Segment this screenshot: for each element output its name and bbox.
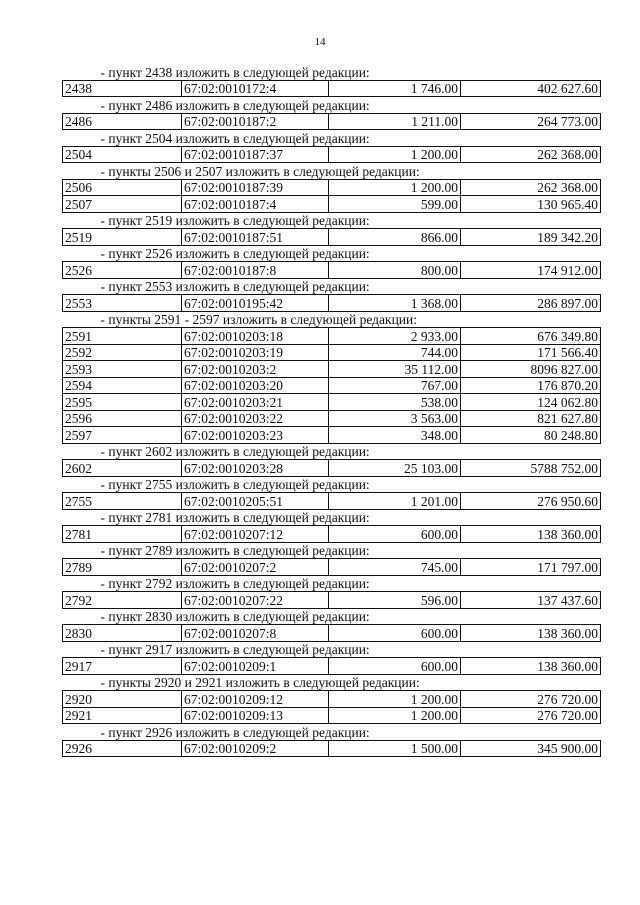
value-cell: 80 248.80 — [461, 427, 601, 444]
item-number-cell: 2506 — [63, 179, 182, 196]
table-row — [63, 344, 601, 361]
table-row — [63, 229, 601, 246]
item-number-cell: 2553 — [63, 295, 182, 312]
cadastral-number-cell: 67:02:0010187:8 — [182, 262, 329, 279]
amendment-instruction: - пункт 2830 изложить в следующей редакции: — [100, 609, 370, 624]
amendment-instruction: - пункт 2504 изложить в следующей редакции: — [100, 130, 370, 146]
value-cell: 676 349.80 — [461, 328, 601, 345]
amendment-instruction-row — [63, 476, 601, 493]
table-row — [63, 361, 601, 378]
value-cell: 138 360.00 — [461, 658, 601, 675]
table-row — [63, 592, 601, 609]
cadastral-number-cell: 67:02:0010209:12 — [182, 691, 329, 708]
value-cell: 137 437.60 — [461, 592, 601, 609]
area-cell: 866.00 — [329, 229, 461, 246]
value-cell: 262 368.00 — [461, 146, 601, 163]
amendment-instruction: - пункт 2519 изложить в следующей редакции: — [100, 213, 370, 228]
area-cell: 600.00 — [329, 625, 461, 642]
amendment-instruction: - пункт 2781 изложить в следующей редакции: — [100, 510, 370, 525]
amendments-sheet — [62, 64, 600, 757]
item-number-cell: 2438 — [63, 80, 182, 97]
value-cell: 402 627.60 — [461, 80, 601, 97]
table-row — [63, 410, 601, 427]
table-row — [63, 427, 601, 444]
cadastral-number-cell: 67:02:0010203:22 — [182, 410, 329, 427]
item-number-cell: 2594 — [63, 377, 182, 394]
value-cell: 5788 752.00 — [461, 460, 601, 477]
amendment-instruction: - пункт 2438 изложить в следующей редакции: — [100, 64, 370, 80]
cadastral-number-cell: 67:02:0010203:19 — [182, 344, 329, 361]
area-cell: 745.00 — [329, 559, 461, 576]
cadastral-number-cell: 67:02:0010203:20 — [182, 377, 329, 394]
table-row — [63, 295, 601, 312]
area-cell: 1 201.00 — [329, 493, 461, 510]
cadastral-number-cell: 67:02:0010205:51 — [182, 493, 329, 510]
table-row — [63, 740, 601, 757]
value-cell: 264 773.00 — [461, 113, 601, 130]
table-row — [63, 526, 601, 543]
item-number-cell: 2921 — [63, 707, 182, 724]
page-number: 14 — [314, 36, 326, 48]
amendment-instruction: - пункт 2553 изложить в следующей редакции: — [100, 279, 370, 294]
item-number-cell: 2597 — [63, 427, 182, 444]
amendment-instruction-row — [63, 64, 601, 80]
area-cell: 348.00 — [329, 427, 461, 444]
area-cell: 25 103.00 — [329, 460, 461, 477]
cadastral-number-cell: 67:02:0010203:21 — [182, 394, 329, 411]
cadastral-number-cell: 67:02:0010207:12 — [182, 526, 329, 543]
table-row — [63, 691, 601, 708]
value-cell: 8096 827.00 — [461, 361, 601, 378]
area-cell: 767.00 — [329, 377, 461, 394]
amendment-instruction: - пункт 2789 изложить в следующей редакции: — [100, 543, 370, 558]
table-row — [63, 658, 601, 675]
amendments-table-body — [63, 64, 601, 757]
area-cell: 1 200.00 — [329, 707, 461, 724]
value-cell: 176 870.20 — [461, 377, 601, 394]
value-cell: 189 342.20 — [461, 229, 601, 246]
cadastral-number-cell: 67:02:0010187:2 — [182, 113, 329, 130]
item-number-cell: 2504 — [63, 146, 182, 163]
item-number-cell: 2596 — [63, 410, 182, 427]
area-cell: 35 112.00 — [329, 361, 461, 378]
table-row — [63, 377, 601, 394]
amendment-instruction-row — [63, 97, 601, 114]
amendment-instruction: - пункты 2506 и 2507 изложить в следующей редакции: — [100, 163, 420, 179]
cadastral-number-cell: 67:02:0010207:8 — [182, 625, 329, 642]
area-cell: 1 746.00 — [329, 80, 461, 97]
table-row — [63, 113, 601, 130]
amendment-instruction-row — [63, 608, 601, 625]
area-cell: 538.00 — [329, 394, 461, 411]
item-number-cell: 2526 — [63, 262, 182, 279]
table-row — [63, 328, 601, 345]
value-cell: 276 720.00 — [461, 707, 601, 724]
area-cell: 1 200.00 — [329, 179, 461, 196]
table-row — [63, 559, 601, 576]
cadastral-number-cell: 67:02:0010195:42 — [182, 295, 329, 312]
item-number-cell: 2519 — [63, 229, 182, 246]
amendment-instruction: - пункт 2602 изложить в следующей редакции: — [100, 444, 370, 459]
area-cell: 600.00 — [329, 658, 461, 675]
amendment-instruction: - пункт 2917 изложить в следующей редакции: — [100, 642, 370, 657]
table-row — [63, 262, 601, 279]
area-cell: 596.00 — [329, 592, 461, 609]
value-cell: 171 797.00 — [461, 559, 601, 576]
cadastral-number-cell: 67:02:0010207:2 — [182, 559, 329, 576]
area-cell: 1 200.00 — [329, 146, 461, 163]
cadastral-number-cell: 67:02:0010209:2 — [182, 740, 329, 757]
amendment-instruction: - пункты 2591 - 2597 изложить в следующей редакции: — [100, 312, 417, 327]
area-cell: 1 368.00 — [329, 295, 461, 312]
amendment-instruction-row — [63, 443, 601, 460]
area-cell: 1 211.00 — [329, 113, 461, 130]
table-row — [63, 707, 601, 724]
amendment-instruction: - пункты 2920 и 2921 изложить в следующей редакции: — [100, 675, 420, 690]
cadastral-number-cell: 67:02:0010187:39 — [182, 179, 329, 196]
cadastral-number-cell: 67:02:0010187:4 — [182, 196, 329, 213]
item-number-cell: 2789 — [63, 559, 182, 576]
item-number-cell: 2595 — [63, 394, 182, 411]
table-row — [63, 493, 601, 510]
item-number-cell: 2602 — [63, 460, 182, 477]
item-number-cell: 2792 — [63, 592, 182, 609]
amendment-instruction-row — [63, 163, 601, 180]
item-number-cell: 2591 — [63, 328, 182, 345]
value-cell: 262 368.00 — [461, 179, 601, 196]
area-cell: 744.00 — [329, 344, 461, 361]
amendment-instruction: - пункт 2526 изложить в следующей редакции: — [100, 246, 370, 261]
value-cell: 821 627.80 — [461, 410, 601, 427]
item-number-cell: 2486 — [63, 113, 182, 130]
cadastral-number-cell: 67:02:0010209:13 — [182, 707, 329, 724]
area-cell: 1 500.00 — [329, 740, 461, 757]
table-row — [63, 196, 601, 213]
cadastral-number-cell: 67:02:0010187:37 — [182, 146, 329, 163]
value-cell: 130 965.40 — [461, 196, 601, 213]
amendment-instruction-row — [63, 212, 601, 229]
item-number-cell: 2781 — [63, 526, 182, 543]
cadastral-number-cell: 67:02:0010203:18 — [182, 328, 329, 345]
amendment-instruction-row — [63, 509, 601, 526]
area-cell: 2 933.00 — [329, 328, 461, 345]
item-number-cell: 2755 — [63, 493, 182, 510]
value-cell: 286 897.00 — [461, 295, 601, 312]
area-cell: 599.00 — [329, 196, 461, 213]
table-row — [63, 179, 601, 196]
item-number-cell: 2592 — [63, 344, 182, 361]
amendment-instruction: - пункт 2486 изложить в следующей редакции: — [100, 97, 370, 113]
cadastral-number-cell: 67:02:0010203:23 — [182, 427, 329, 444]
amendments-table — [62, 64, 601, 757]
table-row — [63, 394, 601, 411]
area-cell: 600.00 — [329, 526, 461, 543]
value-cell: 174 912.00 — [461, 262, 601, 279]
cadastral-number-cell: 67:02:0010203:28 — [182, 460, 329, 477]
value-cell: 138 360.00 — [461, 526, 601, 543]
item-number-cell: 2917 — [63, 658, 182, 675]
value-cell: 276 720.00 — [461, 691, 601, 708]
value-cell: 138 360.00 — [461, 625, 601, 642]
amendment-instruction-row — [63, 130, 601, 147]
amendment-instruction-row — [63, 278, 601, 295]
amendment-instruction: - пункт 2792 изложить в следующей редакции: — [100, 576, 370, 591]
value-cell: 171 566.40 — [461, 344, 601, 361]
cadastral-number-cell: 67:02:0010172:4 — [182, 80, 329, 97]
table-row — [63, 80, 601, 97]
cadastral-number-cell: 67:02:0010209:1 — [182, 658, 329, 675]
item-number-cell: 2926 — [63, 740, 182, 757]
amendment-instruction-row — [63, 575, 601, 592]
item-number-cell: 2507 — [63, 196, 182, 213]
amendment-instruction: - пункт 2926 изложить в следующей редакции: — [100, 724, 370, 740]
area-cell: 800.00 — [329, 262, 461, 279]
cadastral-number-cell: 67:02:0010207:22 — [182, 592, 329, 609]
area-cell: 3 563.00 — [329, 410, 461, 427]
table-row — [63, 625, 601, 642]
amendment-instruction: - пункт 2755 изложить в следующей редакции: — [100, 477, 370, 492]
cadastral-number-cell: 67:02:0010203:2 — [182, 361, 329, 378]
amendment-instruction-row — [63, 542, 601, 559]
amendment-instruction-row — [63, 641, 601, 658]
item-number-cell: 2920 — [63, 691, 182, 708]
table-row — [63, 460, 601, 477]
value-cell: 276 950.60 — [461, 493, 601, 510]
item-number-cell: 2830 — [63, 625, 182, 642]
amendment-instruction-row — [63, 245, 601, 262]
amendment-instruction-row — [63, 674, 601, 691]
cadastral-number-cell: 67:02:0010187:51 — [182, 229, 329, 246]
value-cell: 345 900.00 — [461, 740, 601, 757]
area-cell: 1 200.00 — [329, 691, 461, 708]
value-cell: 124 062.80 — [461, 394, 601, 411]
table-row — [63, 146, 601, 163]
item-number-cell: 2593 — [63, 361, 182, 378]
amendment-instruction-row — [63, 311, 601, 328]
amendment-instruction-row — [63, 724, 601, 741]
